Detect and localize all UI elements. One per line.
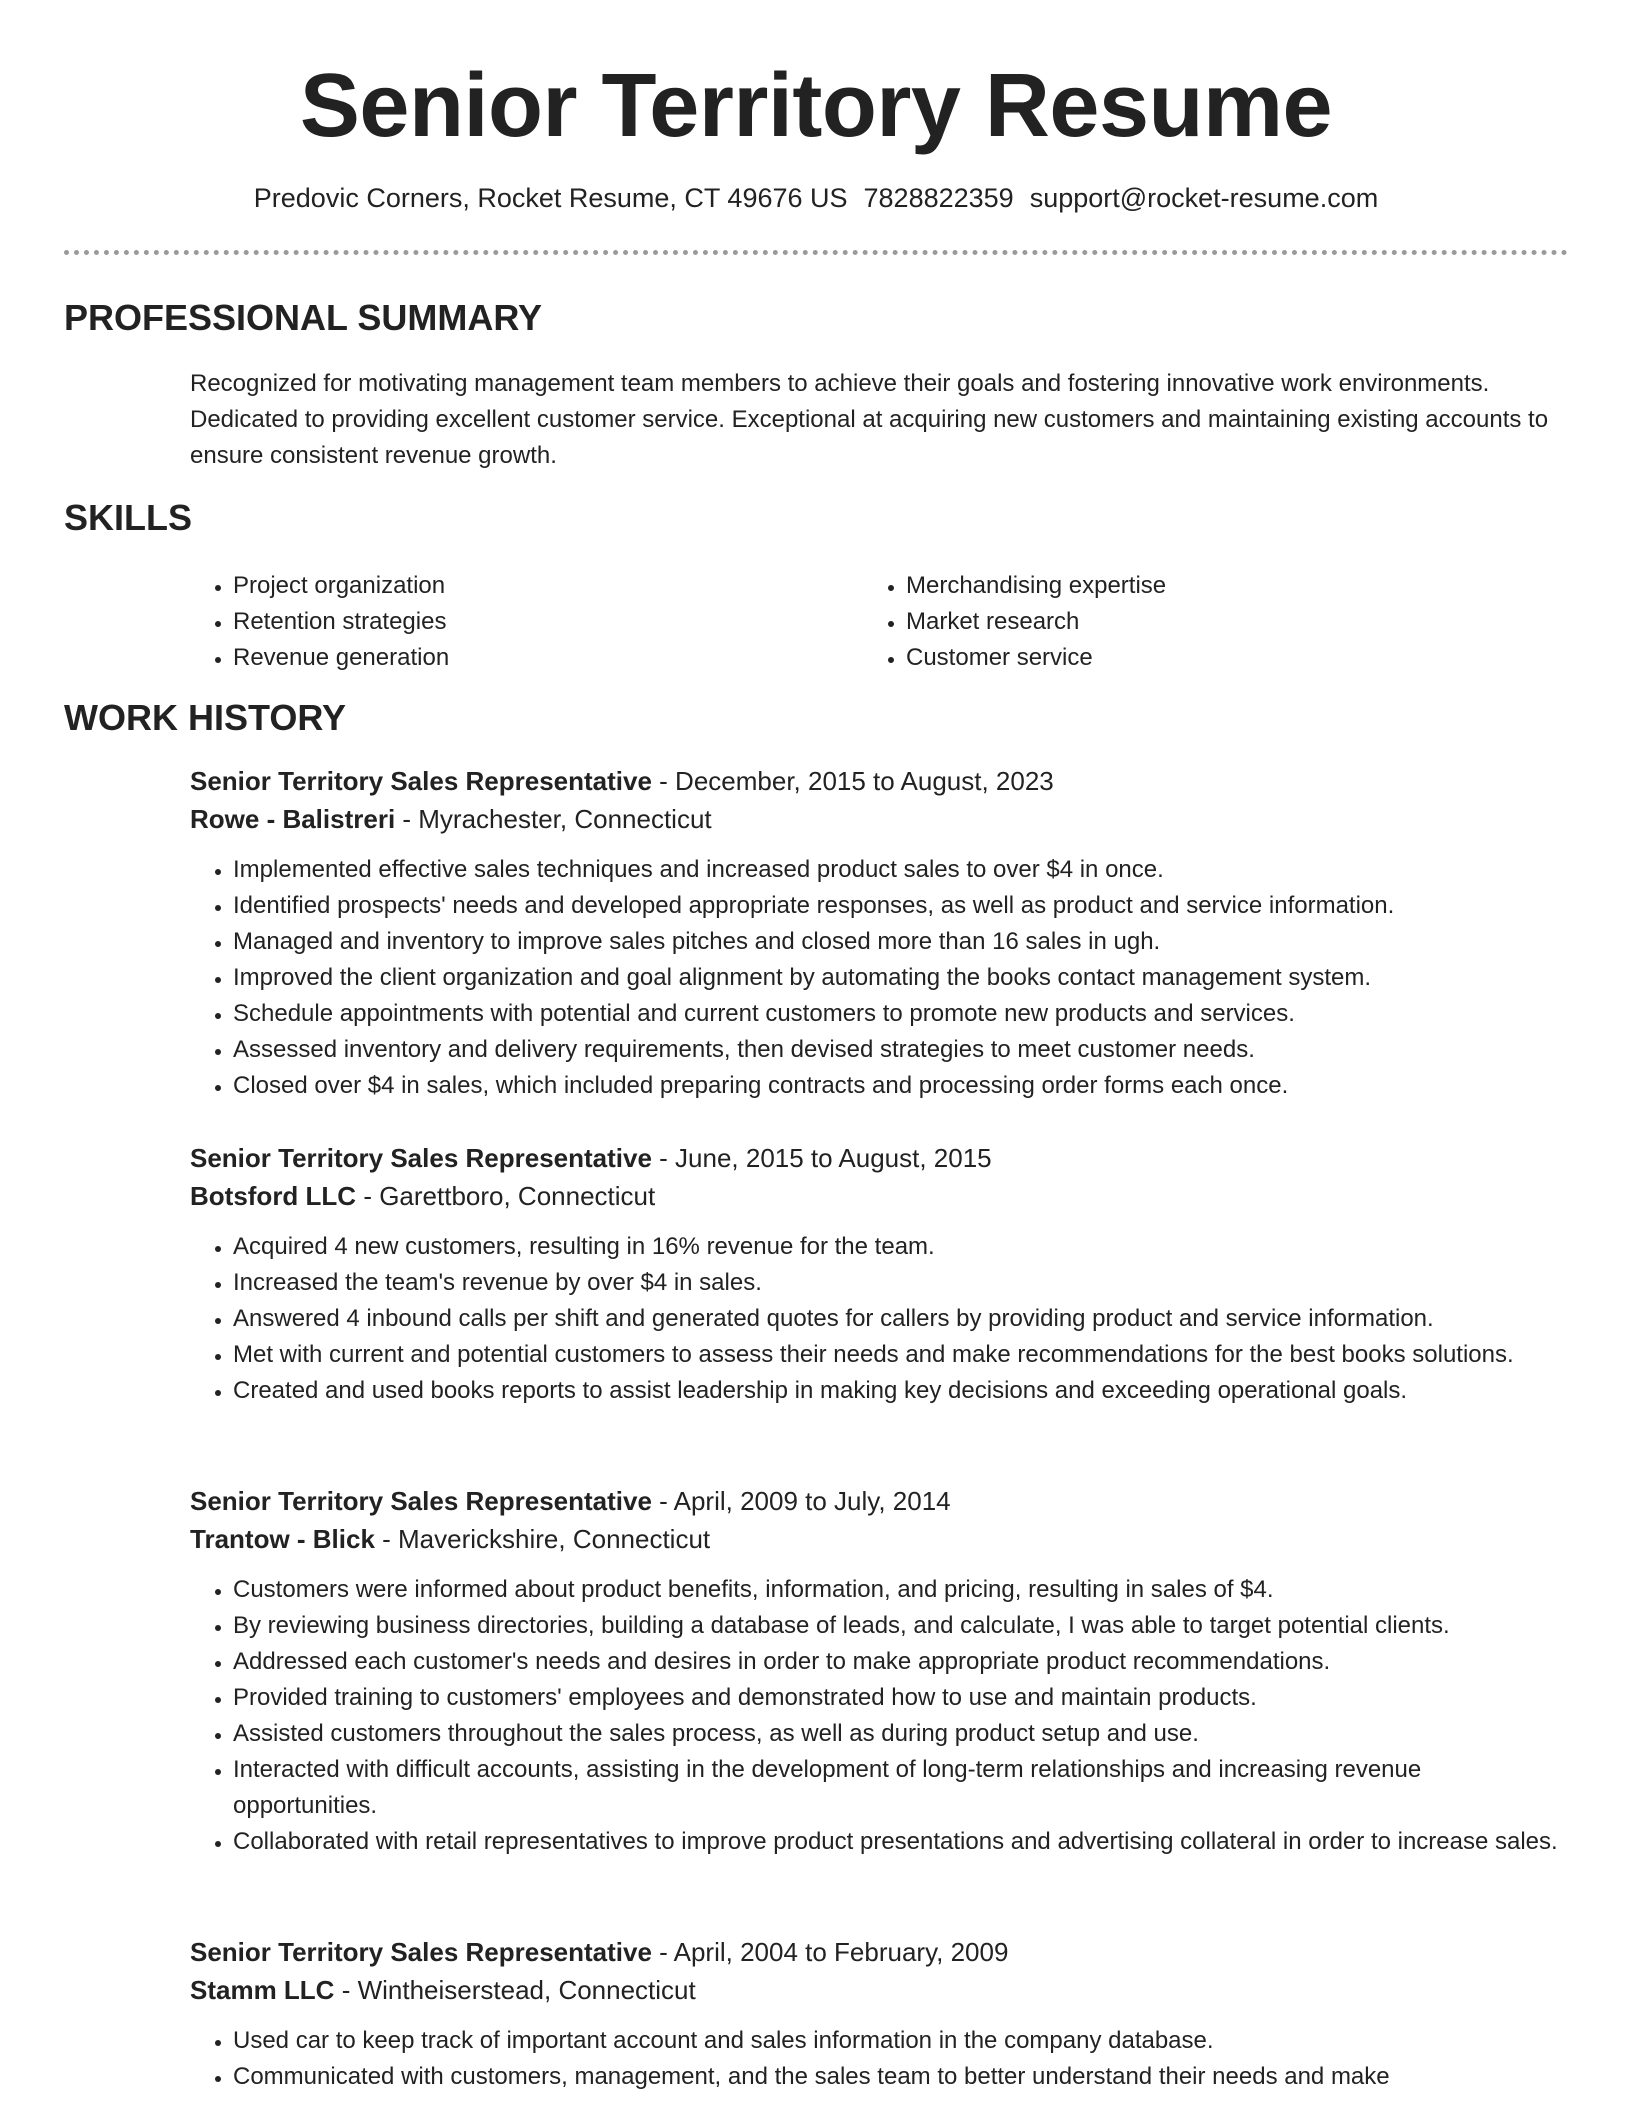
skill-item: • Customer service [906,640,1526,676]
job-location: - Myrachester, Connecticut [395,804,712,834]
job-company-line [190,800,1570,838]
skill-item: • Merchandising expertise [906,568,1526,604]
job-bullets [190,1229,1570,1409]
company-name: Rowe - Balistreri [190,804,396,834]
job-bullet: • Collaborated with retail representatives to improve product presentations and advertising collateral in order to increase sales. [233,1824,1570,1860]
job-bullet: • Implemented effective sales techniques and increased product sales to over $4 in once. [233,852,1570,888]
summary-text: Recognized for motivating management team members to achieve their goals and fostering innovative work environments. Dedicated to providing excellent customer service. Exceptional at acquiring new customers and maintaining existing accounts to ensure consistent revenue growth. [190,370,1549,469]
job-bullet: • Managed and inventory to improve sales pitches and closed more than 16 sales in ugh. [233,924,1570,960]
job-bullet: • Customers were informed about product benefits, information, and pricing, resulting in sales of $4. [233,1572,1570,1608]
company-name: Botsford LLC [190,1181,357,1211]
job-bullet: • Communicated with customers, management, and the sales team to better understand their needs and make [233,2059,1570,2095]
phone-number: 7828822359 [863,183,1014,213]
job-title: Senior Territory Sales Representative [190,1937,652,1967]
job-title-line [190,1139,1570,1177]
job-bullets [190,852,1570,1104]
work-history-heading: WORK HISTORY [64,697,347,738]
job-title-line [190,762,1570,800]
contact-info [0,180,1632,216]
job-bullets [190,2023,1570,2095]
job-title-line [190,1933,1570,1971]
company-name: Trantow - Blick [190,1524,375,1554]
job-bullet: • Identified prospects' needs and developed appropriate responses, as well as product and service information. [233,888,1570,924]
job-company-line [190,1177,1570,1215]
skills-heading: SKILLS [64,497,193,538]
job-bullet: • Closed over $4 in sales, which included preparing contracts and processing order forms each once. [233,1068,1570,1104]
job-location: - Garettboro, Connecticut [356,1181,656,1211]
job-location: - Maverickshire, Connecticut [374,1524,711,1554]
job-bullet: • Assessed inventory and delivery requirements, then devised strategies to meet customer needs. [233,1032,1570,1068]
address: Predovic Corners, Rocket Resume, CT 49676 US [253,183,848,213]
job-bullet: • Acquired 4 new customers, resulting in 16% revenue for the team. [233,1229,1570,1265]
job-bullet: • Answered 4 inbound calls per shift and generated quotes for callers by providing product and service information. [233,1301,1570,1337]
job-title: Senior Territory Sales Representative [190,1143,652,1173]
email-address: support@rocket-resume.com [1029,183,1379,213]
job-bullet: • Created and used books reports to assist leadership in making key decisions and exceeding operational goals. [233,1373,1570,1409]
summary-heading: PROFESSIONAL SUMMARY [64,297,543,338]
job-title: Senior Territory Sales Representative [190,1486,652,1516]
job-bullet: • Assisted customers throughout the sales process, as well as during product setup and use. [233,1716,1570,1752]
skill-item: • Retention strategies [233,604,853,640]
job-bullet: • Improved the client organization and goal alignment by automating the books contact management system. [233,960,1570,996]
job-location: - Wintheiserstead, Connecticut [334,1975,696,2005]
job-bullets [190,1572,1570,1860]
job-entry [190,1139,1570,1409]
job-dates: - June, 2015 to August, 2015 [651,1143,992,1173]
job-company-line [190,1971,1570,2009]
job-entry [190,762,1570,1104]
job-bullet: • Increased the team's revenue by over $4 in sales. [233,1265,1570,1301]
job-bullet: • Used car to keep track of important account and sales information in the company database. [233,2023,1570,2059]
job-bullet: • Provided training to customers' employees and demonstrated how to use and maintain products. [233,1680,1570,1716]
skill-item: • Project organization [233,568,853,604]
job-bullet: • Interacted with difficult accounts, assisting in the development of long-term relationships and increasing revenue opportunities. [233,1752,1570,1824]
job-company-line [190,1520,1570,1558]
skills-list-right [863,568,1526,676]
job-title: Senior Territory Sales Representative [190,766,652,796]
job-bullet: • Schedule appointments with potential and current customers to promote new products and services. [233,996,1570,1032]
page-title: Senior Territory Resume [299,56,1333,156]
job-title-line [190,1482,1570,1520]
job-dates: - April, 2004 to February, 2009 [651,1937,1009,1967]
company-name: Stamm LLC [190,1975,335,2005]
skills-list-left [190,568,853,676]
job-bullet: • Met with current and potential customers to assess their needs and make recommendations for the best books solutions. [233,1337,1570,1373]
job-bullet: • Addressed each customer's needs and desires in order to make appropriate product recommendations. [233,1644,1570,1680]
header-divider [64,250,1568,255]
skill-item: • Revenue generation [233,640,853,676]
skill-item: • Market research [906,604,1526,640]
job-dates: - April, 2009 to July, 2014 [651,1486,951,1516]
job-bullet: • By reviewing business directories, building a database of leads, and calculate, I was able to target potential clients. [233,1608,1570,1644]
job-dates: - December, 2015 to August, 2023 [651,766,1054,796]
job-entry [190,1933,1570,2095]
job-entry [190,1482,1570,1860]
